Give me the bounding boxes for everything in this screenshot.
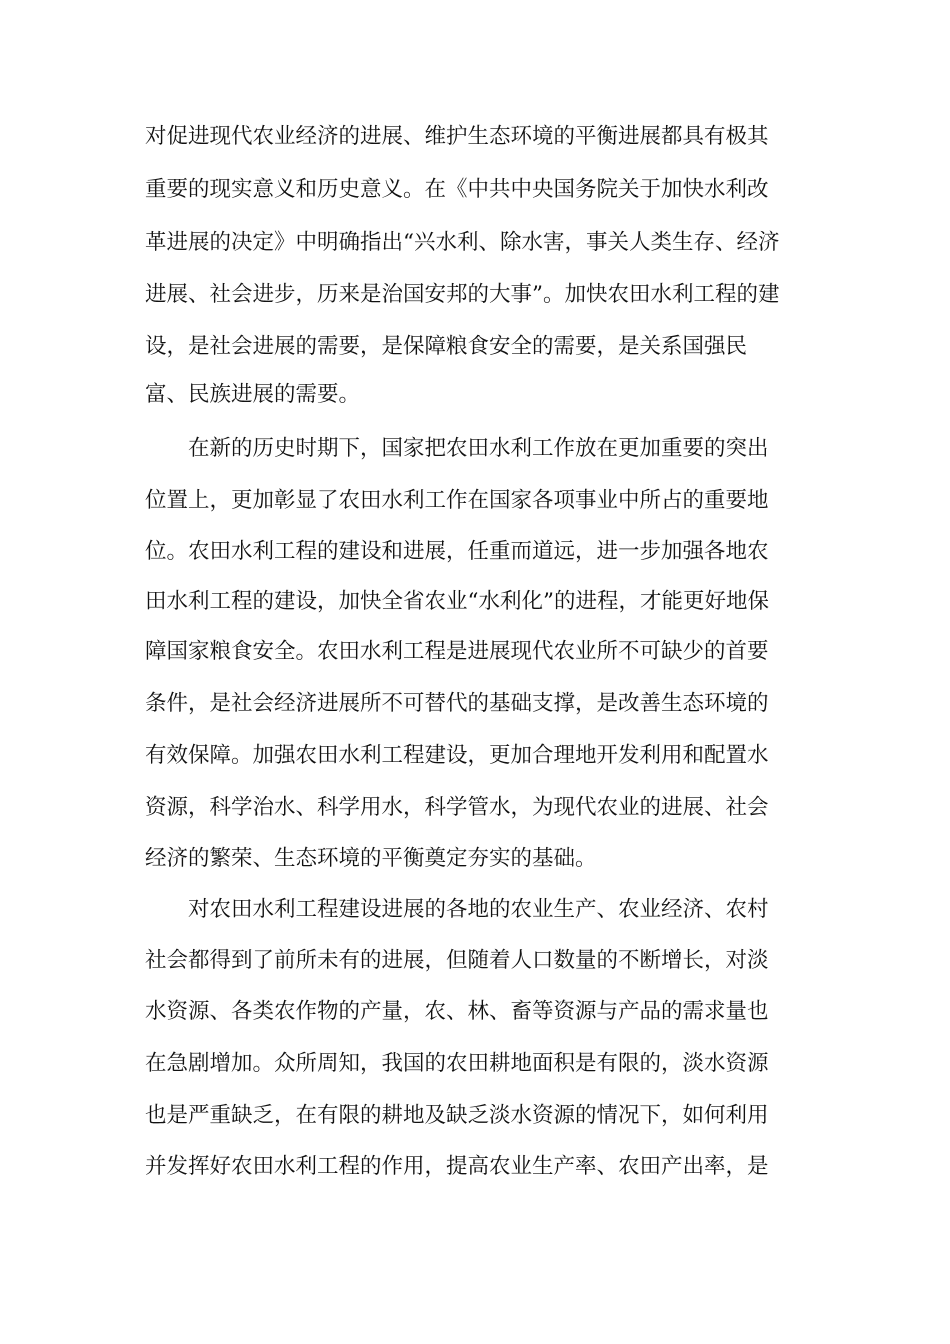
text-line: 位置上，更加彰显了农田水利工作在国家各项事业中所占的重要地 (145, 488, 769, 513)
paragraph-first-line: 对农田水利工程建设进展的各地的农业生产、农业经济、农村 (188, 897, 769, 922)
text-line: 条件，是社会经济进展所不可替代的基础支撑，是改善生态环境的 (145, 691, 769, 716)
text-line: 进展、社会进步，历来是治国安邦的大事”。加快农田水利工程的建 (145, 282, 780, 307)
text-line: 位。农田水利工程的建设和进展，任重而道远，进一步加强各地农 (145, 539, 769, 564)
text-line: 障国家粮食安全。农田水利工程是进展现代农业所不可缺少的首要 (145, 639, 769, 664)
text-line: 在急剧增加。众所周知，我国的农田耕地面积是有限的，淡水资源 (145, 1051, 769, 1076)
paragraph-first-line: 在新的历史时期下，国家把农田水利工作放在更加重要的突出 (188, 436, 769, 461)
text-line: 社会都得到了前所未有的进展，但随着人口数量的不断增长，对淡 (145, 948, 769, 973)
text-line: 水资源、各类农作物的产量，农、林、畜等资源与产品的需求量也 (145, 999, 769, 1024)
text-line: 富、民族进展的需要。 (145, 382, 361, 407)
text-line: 有效保障。加强农田水利工程建设，更加合理地开发利用和配置水 (145, 743, 769, 768)
text-line: 经济的繁荣、生态环境的平衡奠定夯实的基础。 (145, 846, 597, 871)
text-line: 革进展的决定》中明确指出“兴水利、除水害，事关人类生存、经济 (145, 230, 780, 255)
text-line: 资源，科学治水、科学用水，科学管水，为现代农业的进展、社会 (145, 795, 769, 820)
text-line: 设，是社会进展的需要，是保障粮食安全的需要，是关系国强民 (145, 334, 748, 359)
text-line: 也是严重缺乏，在有限的耕地及缺乏淡水资源的情况下，如何利用 (145, 1103, 769, 1128)
text-line: 重要的现实意义和历史意义。在《中共中央国务院关于加快水利改 (145, 177, 769, 202)
text-line: 田水利工程的建设，加快全省农业“水利化”的进程，才能更好地保 (145, 589, 769, 614)
text-line: 对促进现代农业经济的进展、维护生态环境的平衡进展都具有极其 (145, 124, 769, 149)
text-line: 并发挥好农田水利工程的作用，提高农业生产率、农田产出率，是 (145, 1154, 769, 1179)
